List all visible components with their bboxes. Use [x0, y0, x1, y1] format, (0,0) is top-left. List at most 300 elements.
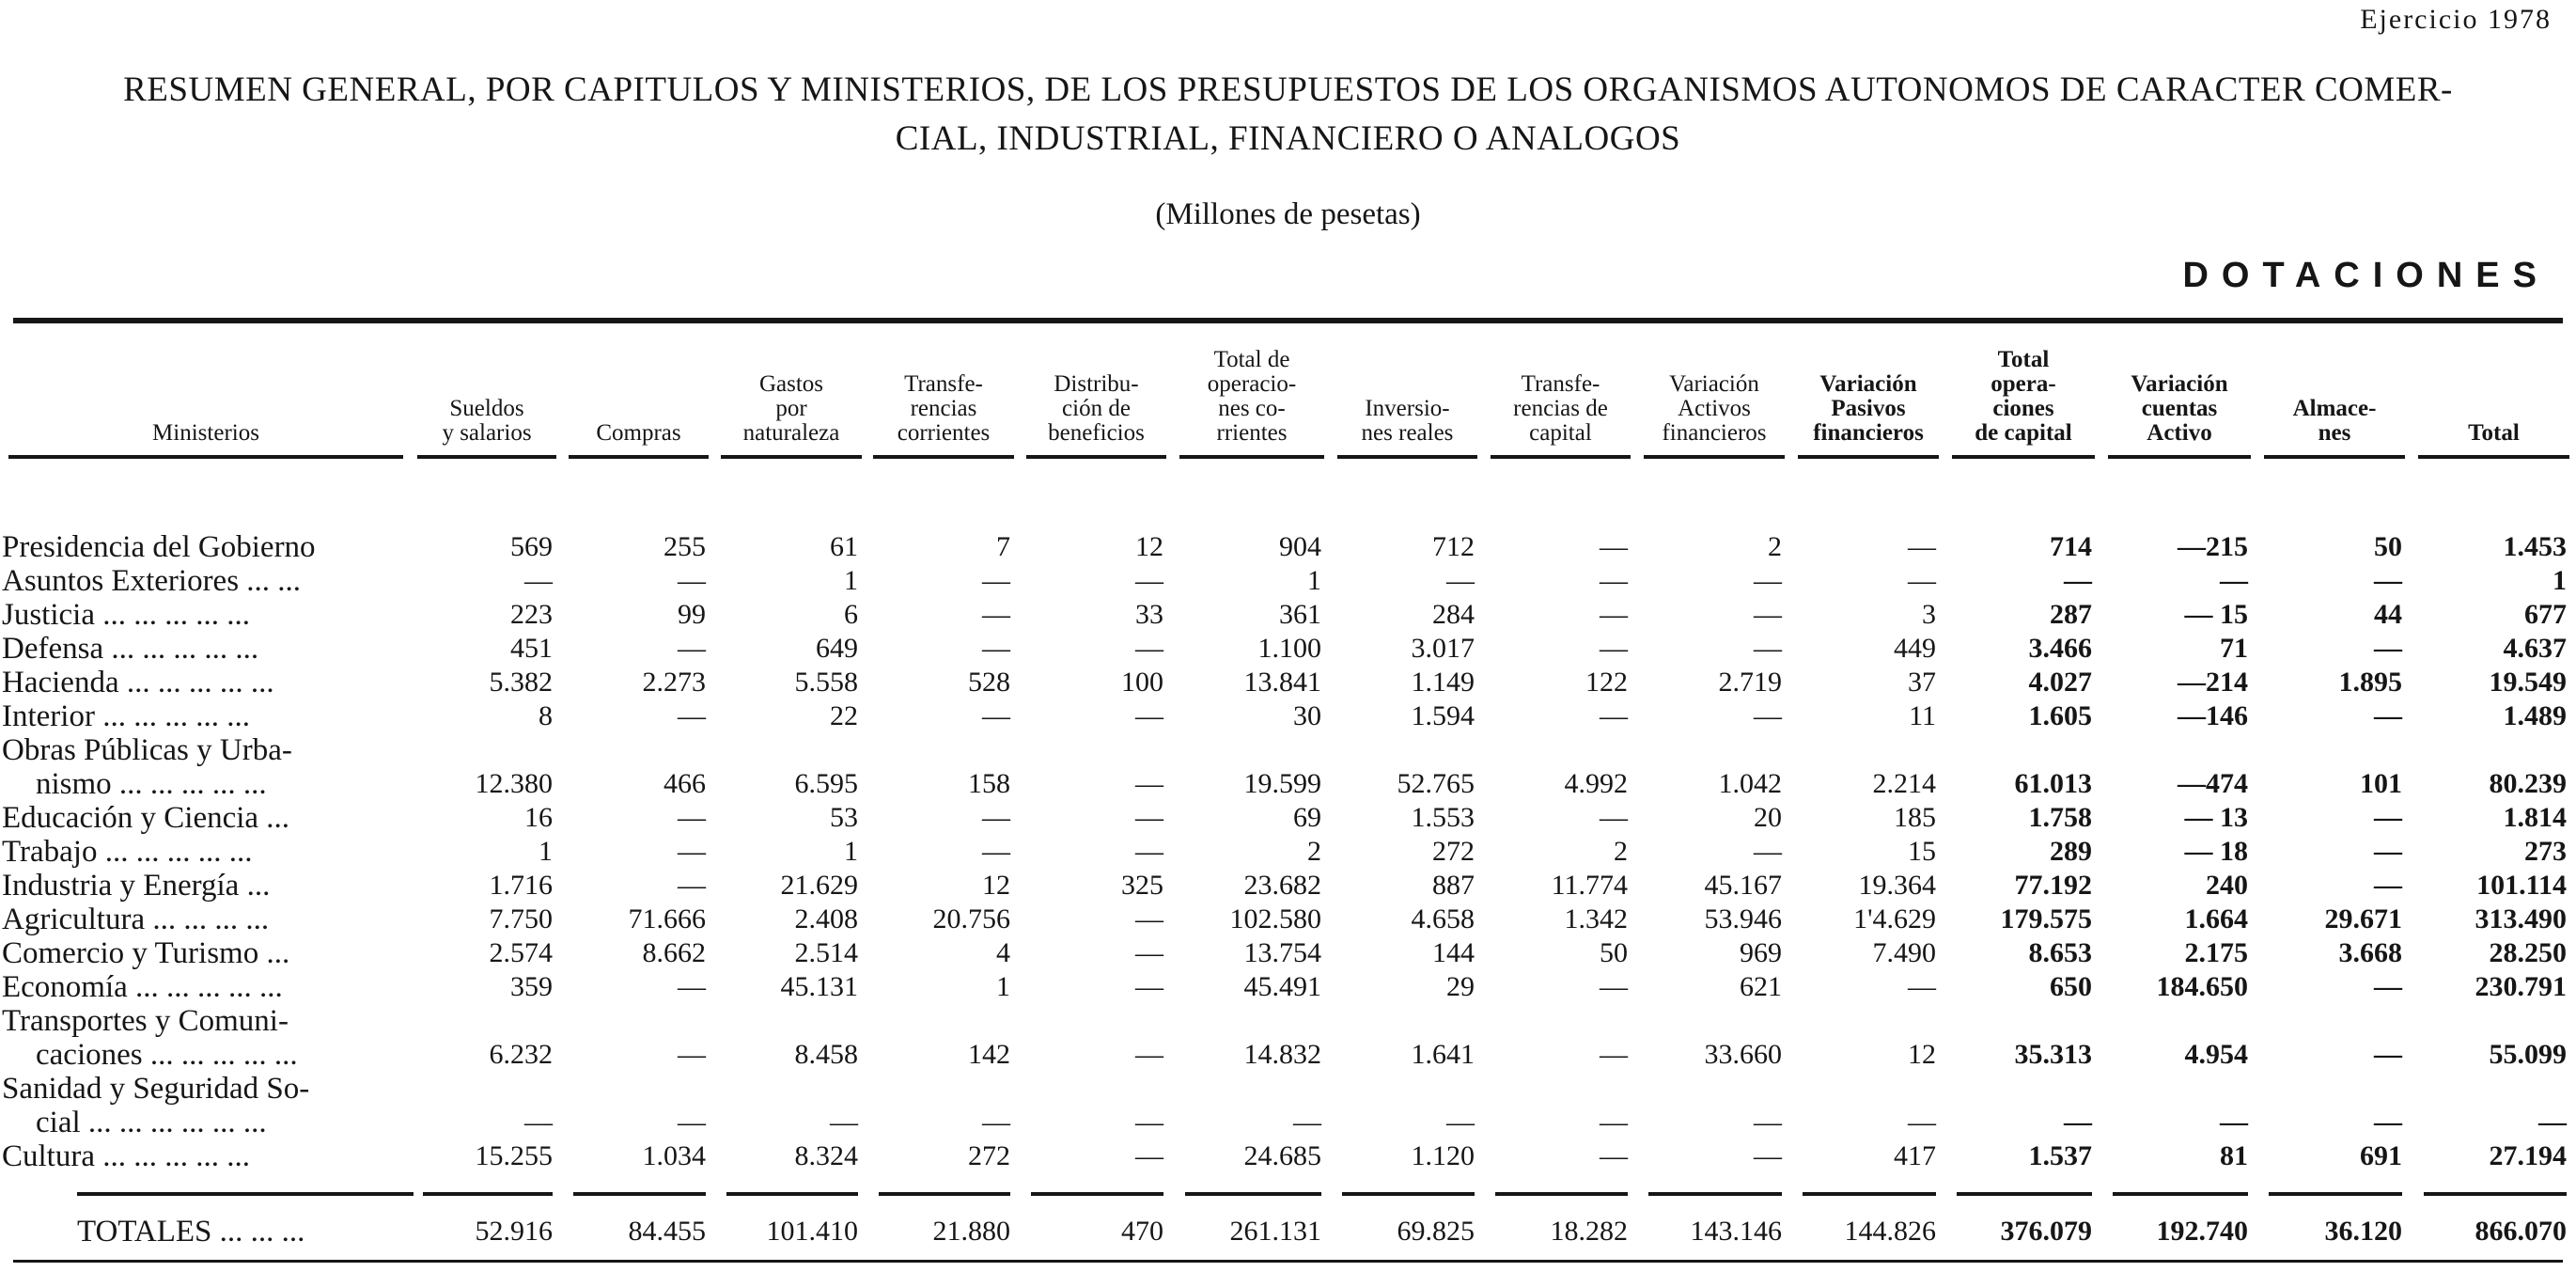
totals-value: 84.455 — [573, 1192, 706, 1248]
table-cell: 8.662 — [642, 937, 706, 968]
table-cell: 2.574 — [489, 937, 553, 968]
table-cell — [562, 1072, 715, 1106]
totals-value: 21.880 — [879, 1192, 1010, 1248]
table-cell: 1'4.629 — [1853, 903, 1936, 934]
table-cell: 887 — [1432, 870, 1475, 901]
table-cell: —146 — [2178, 700, 2248, 731]
table-cell — [1945, 733, 2101, 767]
table-cell — [562, 1004, 715, 1038]
table-cell: 8.653 — [2028, 937, 2092, 968]
table-cell: 3.668 — [2338, 937, 2402, 968]
totals-cell — [1637, 1173, 1791, 1248]
table-cell: 53.946 — [1704, 903, 1782, 934]
table-row — [0, 472, 2576, 564]
table-cell: 15.255 — [475, 1140, 553, 1171]
table-cell: 142 — [968, 1039, 1010, 1070]
totals-cell — [562, 1173, 715, 1248]
table-cell — [715, 733, 867, 767]
table-cell: 528 — [968, 667, 1010, 698]
table-row — [0, 936, 2576, 970]
document-title — [8, 66, 2568, 164]
table-cell — [867, 1004, 1020, 1038]
table-cell: 223 — [510, 599, 553, 630]
table-row — [0, 666, 2576, 699]
table-cell: 7 — [996, 531, 1010, 562]
table-cell — [1637, 733, 1791, 767]
table-cell: 2.719 — [1718, 667, 1782, 698]
table-cell: 449 — [1894, 633, 1936, 664]
table-cell: — — [982, 599, 1010, 630]
table-cell: 4.992 — [1564, 768, 1628, 799]
table-cell: — — [1600, 599, 1628, 630]
ministry-name: Cultura ... ... ... ... ... — [2, 1139, 250, 1173]
table-cell: 714 — [2050, 531, 2092, 562]
table-cell: 5.558 — [794, 667, 858, 698]
table-cell: 1.814 — [2503, 802, 2567, 833]
totals-cell — [1331, 1173, 1484, 1248]
table-cell: 2 — [1614, 836, 1628, 867]
table-cell: 1.664 — [2184, 903, 2248, 934]
table-cell: — — [2374, 700, 2402, 731]
table-cell: 6.595 — [794, 768, 858, 799]
table-cell: 28.250 — [2489, 937, 2567, 968]
table-cell: — — [1600, 700, 1628, 731]
units-subtitle: (Millones de pesetas) — [1155, 197, 1421, 231]
table-cell: 12 — [1908, 1039, 1936, 1070]
table-cell: — — [2374, 870, 2402, 901]
table-cell: 53 — [830, 802, 858, 833]
table-cell: 13.841 — [1243, 667, 1321, 698]
table-cell: — — [982, 700, 1010, 731]
table-cell — [1173, 1072, 1331, 1106]
table-cell: 1 — [1307, 565, 1321, 596]
ministry-name: Educación y Ciencia ... — [2, 801, 290, 835]
table-cell — [1637, 1004, 1791, 1038]
ministry-name: nismo ... ... ... ... ... — [36, 767, 267, 801]
table-cell: 255 — [664, 531, 706, 562]
table-row — [0, 869, 2576, 903]
table-cell — [2257, 1004, 2412, 1038]
table-cell: 691 — [2360, 1140, 2402, 1171]
table-cell: 20 — [1754, 802, 1782, 833]
table-cell: —474 — [2178, 768, 2248, 799]
table-cell: — 18 — [2184, 836, 2248, 867]
table-cell: — — [1908, 1107, 1936, 1138]
ministry-name: Obras Públicas y Urba- — [2, 733, 292, 767]
table-cell — [1331, 1004, 1484, 1038]
table-cell: 8.458 — [794, 1039, 858, 1070]
bottom-rule — [13, 1260, 2563, 1263]
table-cell — [1020, 1072, 1173, 1106]
table-cell: 33.660 — [1704, 1039, 1782, 1070]
table-cell: 12 — [982, 870, 1010, 901]
table-cell: 2.514 — [794, 937, 858, 968]
totals-cell — [2257, 1173, 2412, 1248]
ministry-name: Industria y Energía ... — [2, 869, 271, 903]
table-cell: — — [2374, 1107, 2402, 1138]
table-cell — [1791, 1072, 1945, 1106]
table-cell: 1.605 — [2028, 700, 2092, 731]
table-cell: 1.489 — [2503, 700, 2567, 731]
table-cell: 29 — [1446, 971, 1475, 1002]
table-cell: — — [1754, 599, 1782, 630]
table-cell — [1020, 733, 1173, 767]
table-cell: — — [982, 802, 1010, 833]
table-cell: — — [678, 870, 706, 901]
table-cell: 122 — [1585, 667, 1628, 698]
table-cell: 621 — [1740, 971, 1782, 1002]
table-cell: — — [1754, 1107, 1782, 1138]
table-row — [0, 1038, 2576, 1072]
table-cell — [2101, 733, 2257, 767]
table-cell: 45.131 — [780, 971, 858, 1002]
table-cell: 184.650 — [2156, 971, 2248, 1002]
table-cell: 451 — [510, 633, 553, 664]
table-cell: — 13 — [2184, 802, 2248, 833]
table-cell: — — [2374, 1039, 2402, 1070]
column-header — [1791, 348, 1945, 472]
table-cell: 272 — [968, 1140, 1010, 1171]
table-cell: 55.099 — [2489, 1039, 2567, 1070]
table-cell: — — [1135, 903, 1163, 934]
table-cell: 4.954 — [2184, 1039, 2248, 1070]
column-header-label: Compras — [569, 421, 710, 459]
column-header-label: Transfe- rencias corrientes — [873, 372, 1013, 459]
table-cell: —215 — [2178, 531, 2248, 562]
column-header-ministerios — [0, 348, 412, 472]
table-cell: 466 — [664, 768, 706, 799]
section-heading: DOTACIONES — [2182, 256, 2550, 295]
table-cell: — — [2538, 1107, 2567, 1138]
column-header-label: Ministerios — [8, 421, 403, 459]
table-cell: — — [982, 836, 1010, 867]
table-cell: 712 — [1432, 531, 1475, 562]
table-header-row — [0, 348, 2576, 472]
ministry-name: cial ... ... ... ... ... ... — [36, 1106, 267, 1139]
table-cell: 23.682 — [1243, 870, 1321, 901]
table-cell: 14.832 — [1243, 1039, 1321, 1070]
table-cell: — — [2374, 802, 2402, 833]
totals-label: TOTALES ... ... ... — [77, 1192, 414, 1248]
table-cell: — — [524, 565, 553, 596]
table-cell: 1.594 — [1411, 700, 1475, 731]
table-cell — [2412, 1004, 2576, 1038]
table-cell: 1.716 — [489, 870, 553, 901]
table-cell — [562, 733, 715, 767]
totals-cell — [1173, 1173, 1331, 1248]
table-cell: — — [982, 1107, 1010, 1138]
table-row — [0, 835, 2576, 869]
column-header — [1173, 348, 1331, 472]
table-cell: 2.408 — [794, 903, 858, 934]
column-header — [2412, 348, 2576, 472]
table-cell: — — [830, 1107, 858, 1138]
table-cell — [2412, 733, 2576, 767]
table-cell: — — [1908, 565, 1936, 596]
column-header — [1331, 348, 1484, 472]
column-header — [562, 348, 715, 472]
table-cell — [867, 733, 1020, 767]
table-cell: 3.017 — [1411, 633, 1475, 664]
table-cell: 287 — [2050, 599, 2092, 630]
table-cell: — — [1600, 802, 1628, 833]
table-cell — [2101, 1004, 2257, 1038]
table-cell: — — [678, 1107, 706, 1138]
table-cell: 677 — [2524, 599, 2567, 630]
table-cell — [2412, 1072, 2576, 1106]
table-cell: 45.491 — [1243, 971, 1321, 1002]
table-cell — [1173, 733, 1331, 767]
table-cell: 1.758 — [2028, 802, 2092, 833]
table-cell: — — [1908, 531, 1936, 562]
table-row — [0, 903, 2576, 936]
table-cell: 2 — [1768, 531, 1782, 562]
table-cell — [1020, 1004, 1173, 1038]
table-cell: — — [1600, 1140, 1628, 1171]
table-cell: — — [1446, 1107, 1475, 1138]
table-cell: 144 — [1432, 937, 1475, 968]
ministry-name: Transportes y Comuni- — [2, 1004, 289, 1038]
table-cell: — — [1135, 565, 1163, 596]
column-header-label: Inversio- nes reales — [1337, 397, 1478, 459]
table-cell: 77.192 — [2014, 870, 2092, 901]
table-cell: 4.658 — [1411, 903, 1475, 934]
table-cell: — — [678, 633, 706, 664]
ministry-name: Economía ... ... ... ... ... — [2, 970, 283, 1004]
table-cell: 69 — [1293, 802, 1321, 833]
column-header — [715, 348, 867, 472]
totals-cell — [1020, 1173, 1173, 1248]
table-cell: — — [982, 633, 1010, 664]
table-row — [0, 733, 2576, 767]
table-cell: — — [1135, 768, 1163, 799]
table-cell: 11 — [1909, 700, 1936, 731]
table-cell: 289 — [2050, 836, 2092, 867]
table-cell: 11.774 — [1551, 870, 1628, 901]
ministry-name: Presidencia del Gobierno — [2, 530, 316, 564]
table-cell: 4 — [996, 937, 1010, 968]
table-cell: — — [678, 565, 706, 596]
table-cell: 50 — [2374, 531, 2402, 562]
column-header — [1020, 348, 1173, 472]
table-row — [0, 970, 2576, 1004]
table-cell: 50 — [1600, 937, 1628, 968]
table-cell: 1.537 — [2028, 1140, 2092, 1171]
table-cell: 272 — [1432, 836, 1475, 867]
table-cell — [1331, 1072, 1484, 1106]
table-cell: 13.754 — [1243, 937, 1321, 968]
table-cell: — — [1754, 836, 1782, 867]
table-cell: — — [982, 565, 1010, 596]
table-cell: — — [1293, 1107, 1321, 1138]
table-cell: — — [1754, 565, 1782, 596]
ministry-name: Asuntos Exteriores ... ... — [2, 564, 302, 598]
table-cell: 185 — [1894, 802, 1936, 833]
table-cell: — — [1135, 971, 1163, 1002]
table-cell: — — [2374, 633, 2402, 664]
totals-value: 144.826 — [1803, 1192, 1936, 1248]
table-cell: 81 — [2220, 1140, 2248, 1171]
table-cell: 30 — [1293, 700, 1321, 731]
table-row — [0, 1139, 2576, 1173]
table-cell: 2.273 — [642, 667, 706, 698]
table-cell: 33 — [1135, 599, 1163, 630]
table-cell — [867, 1072, 1020, 1106]
table-cell: 1 — [2553, 565, 2567, 596]
column-header-label: Transfe- rencias de capital — [1491, 372, 1631, 459]
table-cell: 19.549 — [2489, 667, 2567, 698]
column-header — [2101, 348, 2257, 472]
table-cell: 361 — [1279, 599, 1321, 630]
table-cell: 569 — [510, 531, 553, 562]
totals-value: 52.916 — [423, 1192, 553, 1248]
top-rule — [13, 318, 2563, 323]
totals-cell — [1484, 1173, 1637, 1248]
ministry-name: Defensa ... ... ... ... ... — [2, 632, 259, 666]
table-cell: 12.380 — [475, 768, 553, 799]
table-cell: 102.580 — [1229, 903, 1321, 934]
totals-value: 192.740 — [2113, 1192, 2248, 1248]
table-cell: 6 — [844, 599, 858, 630]
table-cell: — — [1600, 633, 1628, 664]
table-cell: — — [1754, 700, 1782, 731]
table-cell — [412, 1072, 562, 1106]
table-cell: 359 — [510, 971, 553, 1002]
column-header — [1637, 348, 1791, 472]
table-cell: 2.175 — [2184, 937, 2248, 968]
table-cell: 1.042 — [1718, 768, 1782, 799]
table-cell: — — [1754, 1140, 1782, 1171]
totals-value: 866.070 — [2424, 1192, 2567, 1248]
table-cell: 35.313 — [2014, 1039, 2092, 1070]
table-cell: 158 — [968, 768, 1010, 799]
table-cell: 1 — [539, 836, 553, 867]
table-cell: 101 — [2360, 768, 2402, 799]
totals-cell — [412, 1173, 562, 1248]
table-cell: —214 — [2178, 667, 2248, 698]
table-cell: 71.666 — [628, 903, 706, 934]
table-row — [0, 767, 2576, 801]
totals-row — [0, 1173, 2576, 1248]
table-cell: — — [2220, 565, 2248, 596]
table-cell: — — [524, 1107, 553, 1138]
column-header-label: Gastos por naturaleza — [721, 372, 861, 459]
table-cell — [715, 1004, 867, 1038]
table-row — [0, 1004, 2576, 1038]
totals-value: 69.825 — [1342, 1192, 1475, 1248]
table-cell: 3 — [1922, 599, 1936, 630]
table-cell: 12 — [1135, 531, 1163, 562]
table-cell: — — [1135, 836, 1163, 867]
table-cell — [1945, 1072, 2101, 1106]
table-cell: 1 — [844, 836, 858, 867]
table-row — [0, 632, 2576, 666]
table-cell: 24.685 — [1243, 1140, 1321, 1171]
table-row — [0, 801, 2576, 835]
table-cell: — — [1135, 937, 1163, 968]
table-row — [0, 1106, 2576, 1139]
table-body — [0, 472, 2576, 1248]
table-cell: 61.013 — [2014, 768, 2092, 799]
table-cell: 969 — [1740, 937, 1782, 968]
table-cell — [1331, 733, 1484, 767]
totals-cell — [2412, 1173, 2576, 1248]
table-cell: 22 — [830, 700, 858, 731]
ministry-name: Agricultura ... ... ... ... — [2, 903, 270, 936]
table-cell: 179.575 — [2000, 903, 2092, 934]
column-header — [1945, 348, 2101, 472]
column-header-label: Almace- nes — [2264, 397, 2406, 459]
table-cell: — 15 — [2184, 599, 2248, 630]
table-cell: — — [2064, 565, 2092, 596]
table-cell: 6.232 — [489, 1039, 553, 1070]
table-cell: 71 — [2220, 633, 2248, 664]
table-cell: — — [1908, 971, 1936, 1002]
column-header-label: Total — [2418, 421, 2569, 459]
column-header — [867, 348, 1020, 472]
table-cell: — — [2374, 836, 2402, 867]
table-cell: 273 — [2524, 836, 2567, 867]
table-cell: 1.553 — [1411, 802, 1475, 833]
table-cell: — — [1600, 565, 1628, 596]
column-header-label: Distribu- ción de beneficios — [1026, 372, 1167, 459]
table-cell: 230.791 — [2475, 971, 2567, 1002]
table-cell: 4.027 — [2028, 667, 2092, 698]
table-cell — [412, 1004, 562, 1038]
table-cell: — — [678, 802, 706, 833]
table-cell: 1 — [996, 971, 1010, 1002]
title-line-1: RESUMEN GENERAL, POR CAPITULOS Y MINISTERIOS, DE LOS PRESUPUESTOS DE LOS ORGANISMOS AUTONOMOS DE CARACTER COMER- — [123, 71, 2453, 109]
table-cell: 7.750 — [489, 903, 553, 934]
table-row — [0, 699, 2576, 733]
table-cell: 37 — [1908, 667, 1936, 698]
table-cell: — — [1135, 1107, 1163, 1138]
totals-value: 376.079 — [1957, 1192, 2092, 1248]
totals-cell — [2101, 1173, 2257, 1248]
table-cell — [2101, 1072, 2257, 1106]
table-cell: 8 — [539, 700, 553, 731]
table-cell: 27.194 — [2489, 1140, 2567, 1171]
table-cell — [1173, 1004, 1331, 1038]
table-cell — [1791, 1004, 1945, 1038]
column-header — [1484, 348, 1637, 472]
table-cell: 99 — [678, 599, 706, 630]
table-cell: 80.239 — [2489, 768, 2567, 799]
table-cell: 313.490 — [2475, 903, 2567, 934]
table-cell: 101.114 — [2476, 870, 2567, 901]
column-header — [412, 348, 562, 472]
table-cell: 1.342 — [1564, 903, 1628, 934]
table-cell: 19.364 — [1858, 870, 1936, 901]
table-cell: — — [2374, 971, 2402, 1002]
table-cell: — — [1135, 633, 1163, 664]
column-header — [2257, 348, 2412, 472]
table-cell: — — [678, 971, 706, 1002]
table-cell: 1.120 — [1411, 1140, 1475, 1171]
column-header-label: Variación Activos financieros — [1644, 372, 1786, 459]
column-header-label: Total de operacio- nes co- rrientes — [1179, 348, 1325, 459]
title-line-2: CIAL, INDUSTRIAL, FINANCIERO O ANALOGOS — [895, 119, 1681, 158]
table-cell: 100 — [1121, 667, 1163, 698]
table-cell: 284 — [1432, 599, 1475, 630]
table-cell: — — [1600, 1039, 1628, 1070]
ministry-name: Trabajo ... ... ... ... ... — [2, 835, 253, 869]
table-cell: 1.453 — [2503, 531, 2567, 562]
table-cell — [1484, 733, 1637, 767]
table-cell: 4.637 — [2503, 633, 2567, 664]
table-cell: 1.895 — [2338, 667, 2402, 698]
column-header-label: Variación Pasivos financieros — [1798, 372, 1940, 459]
